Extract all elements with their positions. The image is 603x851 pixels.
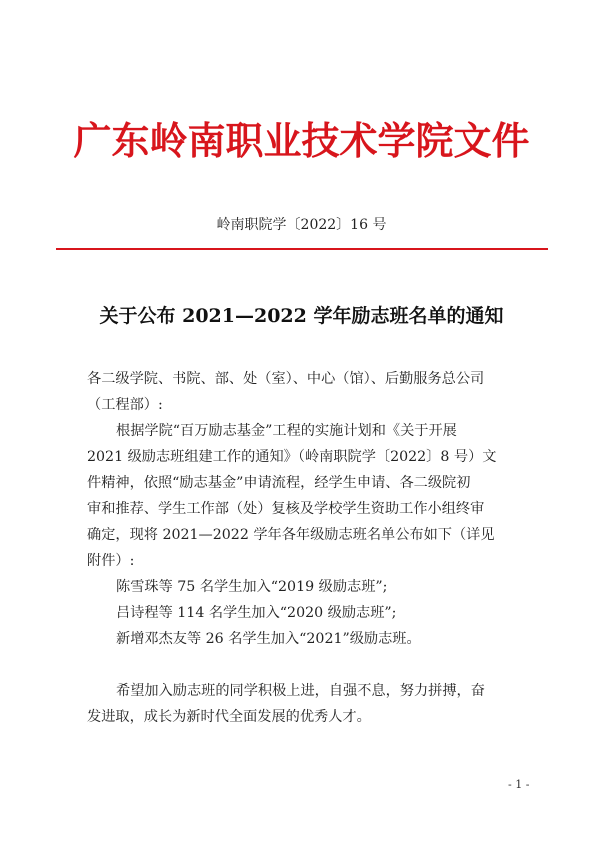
- body-line: 件精神，依照“励志基金”申请流程，经学生申请、各二级院初: [87, 475, 471, 491]
- body-line: 审和推荐、学生工作部（处）复核及学校学生资助工作小组终审: [87, 501, 485, 517]
- closing-line: 希望加入励志班的同学积极上进，自强不息，努力拼搏，奋: [116, 683, 485, 699]
- body-line: 根据学院“百万励志基金”工程的实施计划和《关于开展: [116, 423, 457, 439]
- notice-title: 关于公布 2021—2022 学年励志班名单的通知: [99, 305, 504, 327]
- body-paragraph: [87, 418, 532, 574]
- masthead-title: 广东岭南职业技术学院文件: [73, 118, 530, 163]
- page-number: - 1 -: [508, 778, 530, 791]
- list-item: 吕诗程等 114 名学生加入“2020 级励志班”;: [116, 605, 397, 621]
- list-item: 陈雪珠等 75 名学生加入“2019 级励志班”;: [116, 579, 388, 595]
- body-line: 2021 级励志班组建工作的通知》（岭南职院学〔2022〕8 号）文: [87, 449, 497, 465]
- salutation-line: 各二级学院、书院、部、处（室）、中心（馆）、后勤服务总公司: [87, 371, 485, 387]
- list-item: 新增邓杰友等 26 名学生加入“2021”级励志班。: [116, 631, 421, 647]
- body-line: 附件）:: [87, 553, 135, 569]
- closing-paragraph: [87, 678, 532, 730]
- body-line: 确定，现将 2021—2022 学年各年级励志班名单公布如下（详见: [87, 527, 495, 543]
- salutation: [87, 366, 532, 418]
- class-list: [87, 574, 532, 652]
- red-divider-rule: [56, 248, 548, 250]
- document-number: 岭南职院学〔2022〕16 号: [216, 217, 387, 233]
- closing-line: 发进取，成长为新时代全面发展的优秀人才。: [87, 709, 371, 725]
- salutation-line: （工程部）:: [87, 397, 163, 413]
